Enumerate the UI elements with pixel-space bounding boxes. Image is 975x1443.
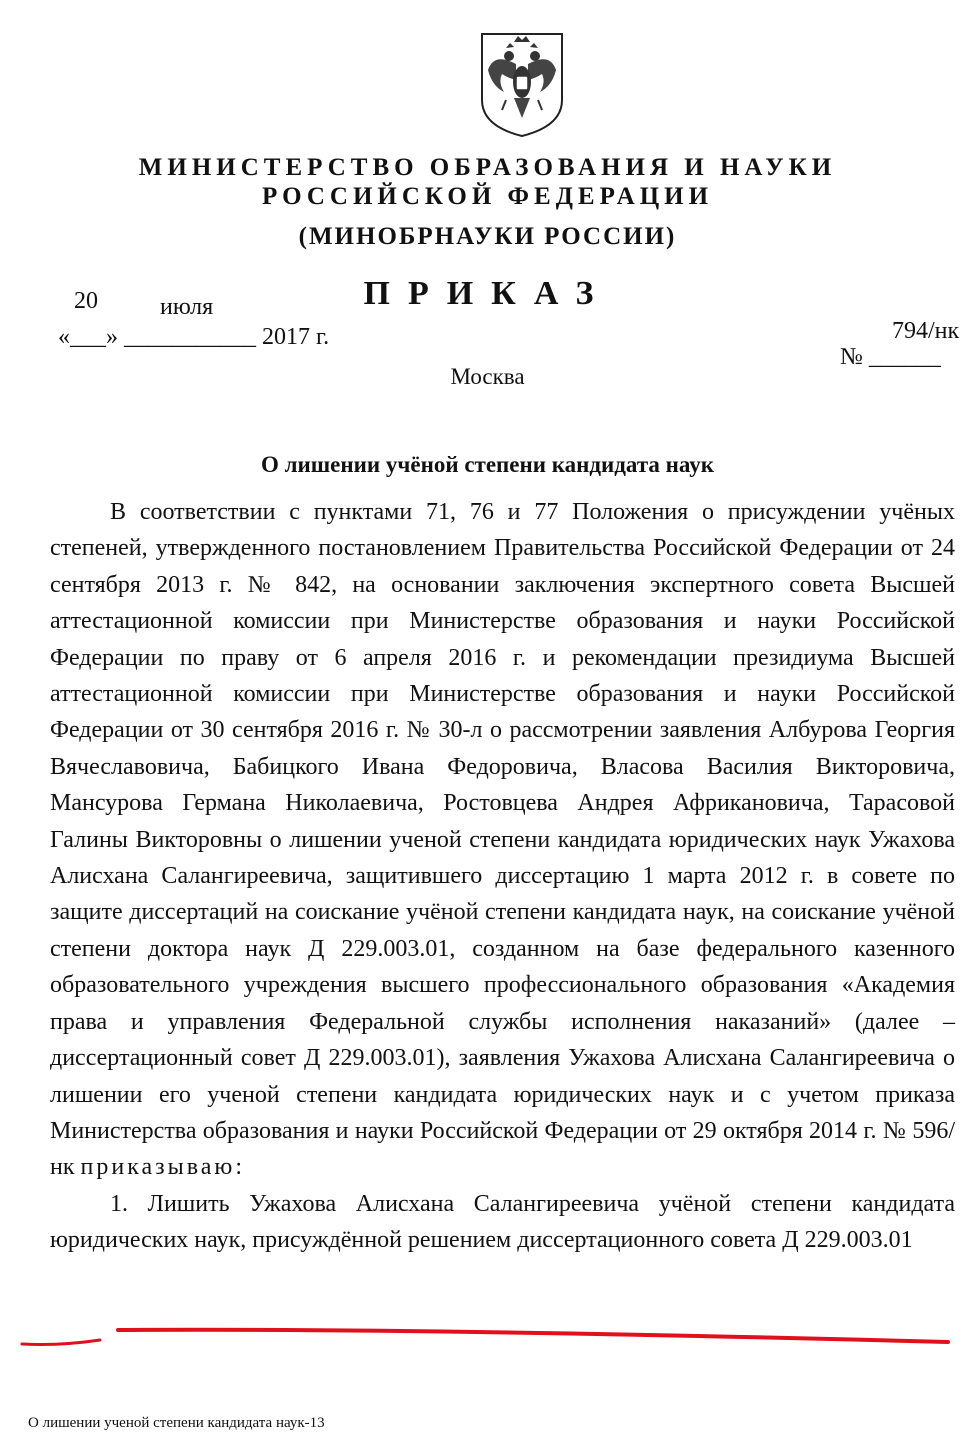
preamble-text: В соответствии с пунктами 71, 76 и 77 Положения о присуждении учёных степеней, утвержденного постановлением Правительства Российской Федерации от 24 сентября 2013 г. № 842, на основании заключения экспертного совета Высшей аттестационной комиссии при Министерстве образования и науки Российской Федерации по праву от 6 апреля 2016 г. и рекомендации президиума Высшей аттестационной комиссии при Министерстве образования и науки Российской Федерации от 30 сентября 2016 г. № 30-л о рассмотрении заявления Албурова Георгия Вячеславовича, Бабицкого Ивана Федоровича, Власова Василия Викторовича, Мансурова Германа Николаевича, Ростовцева Андрея Африкановича, Тарасовой Галины Викторовны о лишении ученой степени кандидата юридических наук Ужахова Алисхана Салангиреевича, защитившего диссертацию 1 марта 2012 г. в совете по защите диссертаций на соискание учёной степени кандидата наук, на соискание учёной степени доктора наук Д 229.003.01, созданном на базе федерального казенного образовательного учреждения высшего профессионального образования «Академия права и управления Федеральной службы исполнения наказаний» (далее – диссертационный совет Д 229.003.01), заявления Ужахова Алисхана Салангиреевича о лишении его ученой степени кандидата юридических наук и с учетом приказа Министерства образования и науки Российской Федерации от 29 октября 2014 г. № 596/нк xyxy=(50,499,955,1181)
order-body xyxy=(50,494,955,1259)
order-number-line: № ______ xyxy=(840,344,941,370)
order-subject: О лишении учёной степени кандидата наук xyxy=(260,452,715,477)
red-underline-mark xyxy=(20,1320,950,1350)
city: Москва xyxy=(450,364,525,389)
ministry-name-line2: РОССИЙСКОЙ ФЕДЕРАЦИИ xyxy=(261,183,714,210)
date-month: июля xyxy=(160,294,214,320)
ministry-short-name: (МИНОБРНАУКИ РОССИИ) xyxy=(298,223,677,250)
preamble-paragraph xyxy=(50,494,955,1186)
order-word: приказываю: xyxy=(80,1154,246,1181)
coat-of-arms-icon xyxy=(476,30,568,140)
date-day: 20 xyxy=(74,288,98,314)
page-footer: О лишении ученой степени кандидата наук-13 xyxy=(28,1415,325,1431)
document-type-title: ПРИКАЗ xyxy=(363,275,612,312)
date-line: «___» ___________ 2017 г. xyxy=(58,324,330,350)
order-date xyxy=(58,288,368,358)
point-1: 1. Лишить Ужахова Алисхана Салангиреевича учёной степени кандидата юридических наук, присуждённой решением диссертационного совета Д 229.003.01 xyxy=(50,1190,955,1254)
ministry-name-line1: МИНИСТЕРСТВО ОБРАЗОВАНИЯ И НАУКИ xyxy=(138,154,837,181)
order-number-value: 794/нк xyxy=(892,318,960,344)
